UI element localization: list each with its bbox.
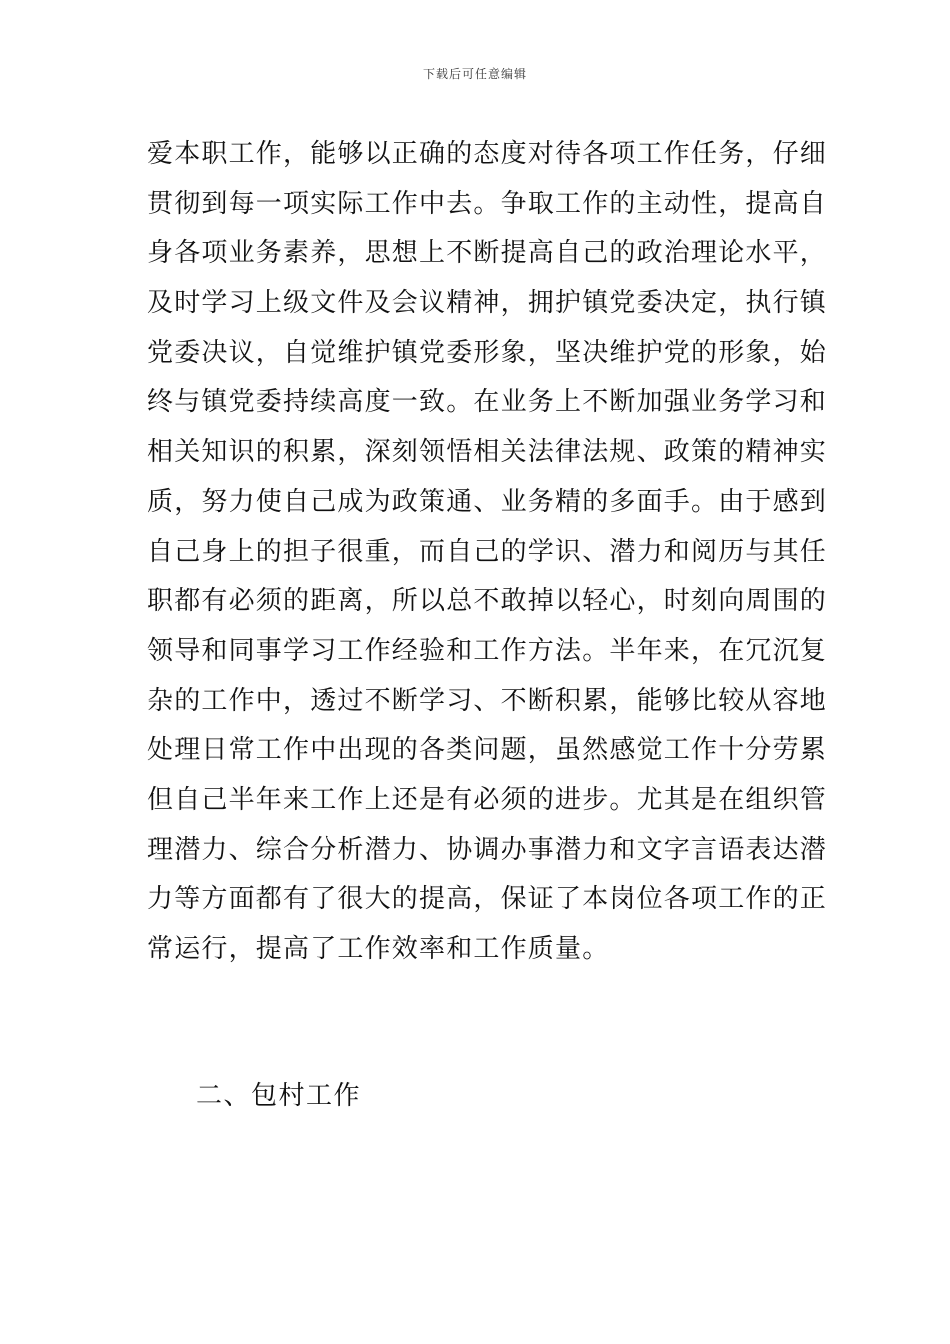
paragraph-line: 领导和同事学习工作经验和工作方法。半年来，在冗沉复 [147, 635, 828, 666]
paragraph-line: 力等方面都有了很大的提高，保证了本岗位各项工作的正 [147, 884, 828, 915]
paragraph-line: 常运行，提高了工作效率和工作质量。 [147, 934, 610, 964]
paragraph-line: 杂的工作中，透过不断学习、不断积累，能够比较从容地 [147, 685, 828, 716]
paragraph-line: 及时学习上级文件及会议精神，拥护镇党委决定，执行镇 [147, 288, 828, 319]
paragraph-line: 终与镇党委持续高度一致。在业务上不断加强业务学习和 [147, 387, 828, 418]
paragraph-line: 党委决议，自觉维护镇党委形象，坚决维护党的形象，始 [147, 337, 828, 368]
paragraph-line: 职都有必须的距离，所以总不敢掉以轻心，时刻向周围的 [147, 586, 828, 617]
paragraph-line: 爱本职工作，能够以正确的态度对待各项工作任务，仔细 [147, 139, 828, 169]
page-header-note: 下载后可任意编辑 [422, 67, 527, 81]
paragraph-line: 理潜力、综合分析潜力、协调办事潜力和文字言语表达潜 [147, 834, 828, 865]
paragraph-line: 质，努力使自己成为政策通、业务精的多面手。由于感到 [147, 486, 828, 517]
paragraph-line: 身各项业务素养，思想上不断提高自己的政治理论水平， [147, 238, 828, 269]
section-heading: 二、包村工作 [196, 1081, 362, 1111]
paragraph-line: 相关知识的积累，深刻领悟相关法律法规、政策的精神实 [147, 437, 828, 468]
paragraph-line: 处理日常工作中出现的各类问题，虽然感觉工作十分劳累 [147, 735, 828, 766]
body-paragraph [147, 130, 828, 975]
paragraph-line: 贯彻到每一项实际工作中去。争取工作的主动性，提高自 [147, 188, 828, 219]
paragraph-line: 自己身上的担子很重，而自己的学识、潜力和阅历与其任 [147, 536, 828, 567]
paragraph-line: 但自己半年来工作上还是有必须的进步。尤其是在组织管 [147, 784, 828, 815]
